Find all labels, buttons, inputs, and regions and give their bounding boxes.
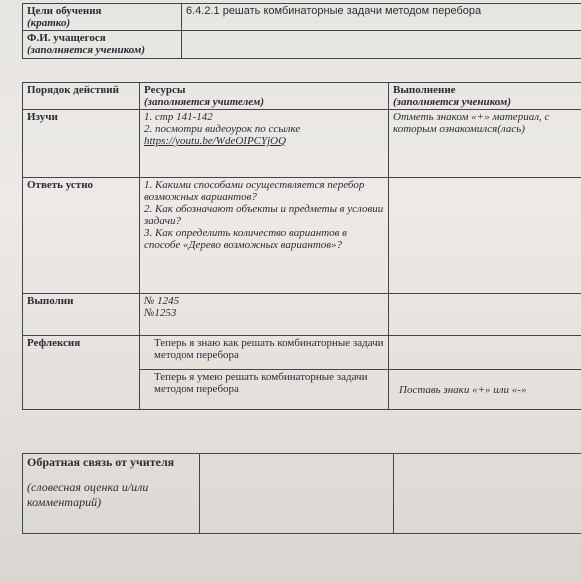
answer-questions-cell <box>140 178 389 294</box>
goals-label: Цели обучения <box>27 5 102 17</box>
exercise-1245: № 1245 <box>144 295 180 307</box>
do-execution-cell <box>389 294 581 336</box>
study-resource-pages: 1. стр 141-142 <box>144 111 213 123</box>
do-label: Выполни <box>27 295 74 307</box>
feedback-table <box>22 453 581 534</box>
feedback-field-1 <box>200 454 394 534</box>
reflection-know-cell <box>140 336 389 370</box>
answer-label: Ответь устно <box>27 179 94 191</box>
feedback-note: (словесная оценка и/или комментарий) <box>27 480 149 509</box>
activities-table <box>22 82 581 410</box>
col-execution-label: Выполнение <box>393 84 456 96</box>
col-order-header <box>23 83 140 110</box>
reflection-execution-instruction: Поставь знаки «+» или «-» <box>399 383 527 396</box>
do-exercises-cell <box>140 294 389 336</box>
study-resource-video: 2. посмотри видеоурок по ссылке <box>144 123 301 135</box>
do-label-cell <box>23 294 140 336</box>
feedback-field-2 <box>394 454 581 534</box>
col-resources-label: Ресурсы <box>144 84 186 96</box>
col-execution-note: (заполняется учеником) <box>393 96 512 108</box>
reflection-execution-cell <box>389 370 581 410</box>
study-label-cell <box>23 110 140 178</box>
student-name-label: Ф.И. учащегося <box>27 32 106 44</box>
study-execution-instruction: Отметь знаком «+» материал, с которым ознакомился(лась) <box>393 111 550 135</box>
question-3: 3. Как определить количество вариантов в способе «Дерево возможных вариантов»? <box>144 227 347 251</box>
reflection-know: Теперь я знаю как решать комбинаторные задачи методом перебора <box>154 337 384 361</box>
student-name-label-cell <box>23 31 182 59</box>
video-link[interactable]: https://youtu.be/WdeOIPCYjOQ <box>144 135 287 147</box>
answer-execution-cell <box>389 178 581 294</box>
feedback-title: Обратная связь от учителя <box>27 455 175 469</box>
student-name-note: (заполняется учеником) <box>27 44 146 56</box>
col-resources-header <box>140 83 389 110</box>
goals-value-cell <box>182 4 581 31</box>
goals-value: 6.4.2.1 решать комбинаторные задачи методом перебора <box>186 5 482 17</box>
reflection-know-execution-cell <box>389 336 581 370</box>
exercise-1253: №1253 <box>144 307 177 319</box>
reflection-label-cell <box>23 336 140 410</box>
study-resources-cell <box>140 110 389 178</box>
goals-table <box>22 3 581 59</box>
goals-label-cell <box>23 4 182 31</box>
student-name-field <box>182 31 581 59</box>
goals-note: (кратко) <box>27 17 71 29</box>
reflection-label: Рефлексия <box>27 337 81 349</box>
feedback-label-cell <box>23 454 200 534</box>
reflection-can-cell <box>140 370 389 410</box>
col-execution-header <box>389 83 581 110</box>
study-execution-cell <box>389 110 581 178</box>
question-2: 2. Как обозначают объекты и предметы в условии задачи? <box>144 203 384 227</box>
col-order-label: Порядок действий <box>27 84 119 96</box>
reflection-can: Теперь я умею решать комбинаторные задачи методом перебора <box>154 371 368 395</box>
col-resources-note: (заполняется учителем) <box>144 96 265 108</box>
study-label: Изучи <box>27 111 58 123</box>
question-1: 1. Какими способами осуществляется перебор возможных вариантов? <box>144 179 365 203</box>
answer-label-cell <box>23 178 140 294</box>
